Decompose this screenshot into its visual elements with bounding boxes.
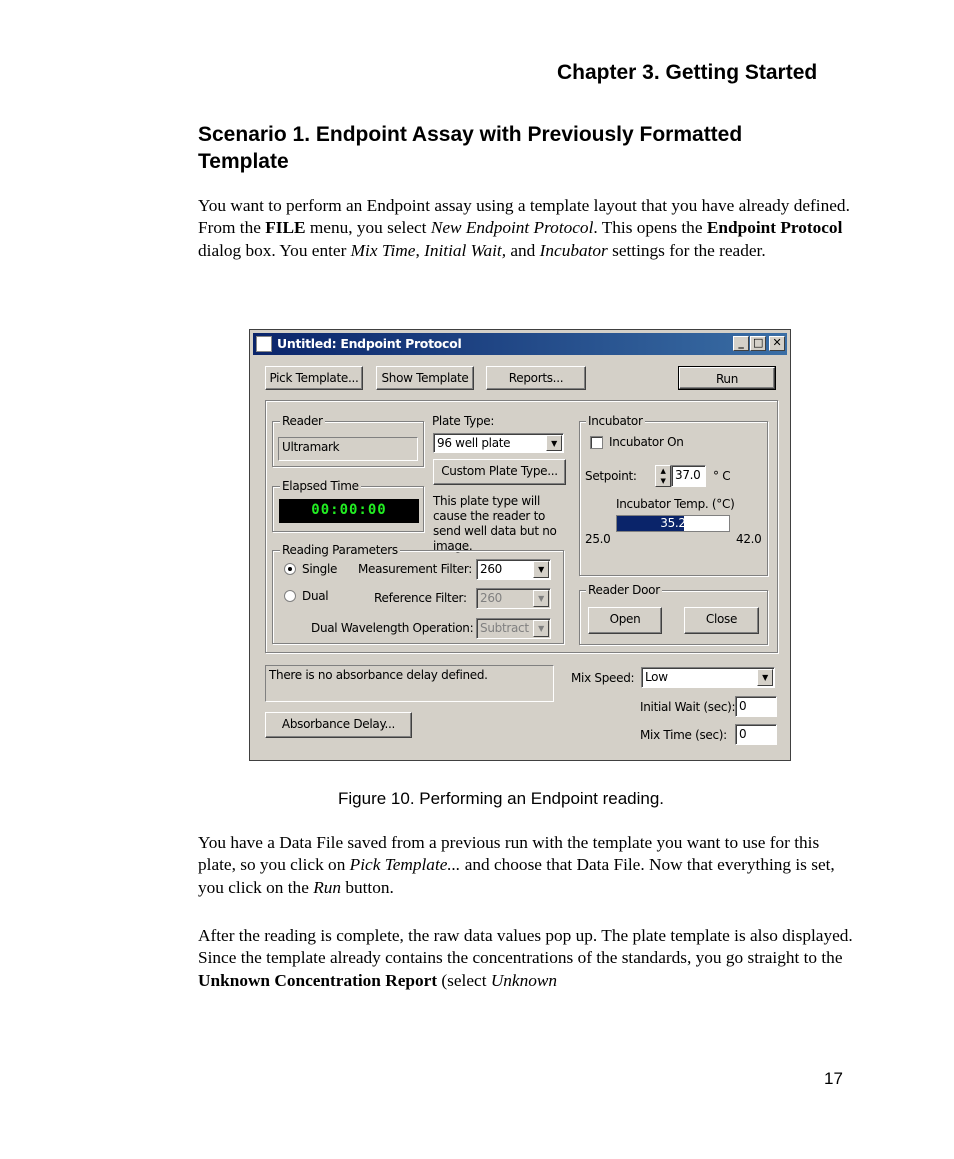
close-door-button[interactable]: Close bbox=[684, 607, 759, 634]
chevron-down-icon: ▼ bbox=[533, 620, 549, 637]
measurement-filter-select[interactable]: 260 ▼ bbox=[476, 559, 551, 580]
reading-parameters-label: Reading Parameters bbox=[282, 543, 398, 557]
dialog-titlebar bbox=[253, 333, 787, 355]
pick-template-button[interactable]: Pick Template... bbox=[265, 366, 363, 390]
reader-door-label: Reader Door bbox=[588, 583, 660, 597]
single-label: Single bbox=[302, 562, 338, 576]
measurement-filter-label: Measurement Filter: bbox=[358, 562, 473, 576]
reader-value: Ultramark bbox=[278, 437, 418, 461]
paragraph-intro: You want to perform an Endpoint assay using a template layout that you have already defined. From the FILE menu, you select New Endpoint Protocol. This opens the Endpoint Protocol dialog box. You enter Mix Time, Initial Wait, and Incubator settings for the reader. bbox=[198, 196, 850, 260]
chevron-down-icon: ▼ bbox=[533, 561, 549, 578]
initial-wait-label: Initial Wait (sec): bbox=[640, 700, 736, 714]
chevron-down-icon: ▼ bbox=[546, 435, 562, 451]
reference-filter-label: Reference Filter: bbox=[374, 591, 467, 605]
figure-caption: Figure 10. Performing an Endpoint reading. bbox=[338, 789, 665, 808]
plate-type-select[interactable]: 96 well plate ▼ bbox=[433, 433, 564, 453]
single-radio[interactable] bbox=[284, 563, 296, 575]
dual-wavelength-label: Dual Wavelength Operation: bbox=[311, 621, 474, 635]
reference-filter-select[interactable]: 260 ▼ bbox=[476, 588, 551, 609]
incubator-on-checkbox[interactable] bbox=[590, 436, 603, 449]
incubator-temp-min: 25.0 bbox=[585, 532, 611, 546]
chevron-down-icon: ▼ bbox=[757, 669, 773, 686]
absorbance-delay-status: There is no absorbance delay defined. bbox=[265, 665, 554, 702]
incubator-temp-label: Incubator Temp. (°C) bbox=[616, 497, 735, 511]
elapsed-label: Elapsed Time bbox=[282, 479, 359, 493]
mix-time-label: Mix Time (sec): bbox=[640, 728, 727, 742]
absorbance-delay-button[interactable]: Absorbance Delay... bbox=[265, 712, 412, 738]
show-template-button[interactable]: Show Template bbox=[376, 366, 474, 390]
incubator-label: Incubator bbox=[588, 414, 643, 428]
window-app-icon bbox=[256, 336, 272, 352]
endpoint-protocol-dialog bbox=[249, 329, 791, 761]
incubator-temp-max: 42.0 bbox=[736, 532, 762, 546]
custom-plate-type-button[interactable]: Custom Plate Type... bbox=[433, 459, 566, 485]
elapsed-timer: 00:00:00 bbox=[279, 499, 419, 523]
dialog-title: Untitled: Endpoint Protocol bbox=[277, 336, 462, 351]
dual-radio[interactable] bbox=[284, 590, 296, 602]
maximize-icon[interactable]: □ bbox=[750, 336, 766, 351]
incubator-temp-value: 35.2 bbox=[660, 516, 686, 530]
plate-type-label: Plate Type: bbox=[432, 414, 495, 428]
dual-wavelength-select[interactable]: Subtract ▼ bbox=[476, 618, 551, 639]
open-door-button[interactable]: Open bbox=[588, 607, 662, 634]
minimize-icon[interactable]: _ bbox=[733, 336, 749, 351]
paragraph-after-reading: After the reading is complete, the raw data values pop up. The plate template is also displayed. Since the template already contains the concentrations of the standards, you go straight to the Unknown Concentration Report (select Unknown bbox=[198, 926, 853, 990]
section-title: Scenario 1. Endpoint Assay with Previously Formatted Template bbox=[198, 123, 743, 173]
incubator-on-label: Incubator On bbox=[609, 435, 684, 449]
close-icon[interactable]: ✕ bbox=[769, 336, 785, 351]
reports-button[interactable]: Reports... bbox=[486, 366, 586, 390]
run-button[interactable]: Run bbox=[679, 367, 775, 389]
setpoint-input[interactable]: 37.0 bbox=[671, 465, 706, 487]
plate-type-note: This plate type will cause the reader to send well data but no image. bbox=[433, 494, 557, 553]
paragraph-pick-template: You have a Data File saved from a previous run with the template you want to use for this plate, so you click on Pick Template... and choose that Data File. Now that everything is set, you click on the Run button. bbox=[198, 833, 835, 897]
dual-label: Dual bbox=[302, 589, 329, 603]
mix-time-input[interactable]: 0 bbox=[735, 724, 777, 745]
incubator-temp-bar bbox=[616, 515, 730, 532]
setpoint-unit: ° C bbox=[713, 469, 731, 483]
page-number: 17 bbox=[824, 1069, 843, 1088]
chevron-down-icon: ▼ bbox=[533, 590, 549, 607]
setpoint-label: Setpoint: bbox=[585, 469, 637, 483]
chapter-heading: Chapter 3. Getting Started bbox=[557, 61, 818, 84]
setpoint-spin-icon[interactable]: ▲ ▼ bbox=[655, 465, 671, 487]
mix-speed-select[interactable]: Low ▼ bbox=[641, 667, 775, 688]
mix-speed-label: Mix Speed: bbox=[571, 671, 635, 685]
reader-label: Reader bbox=[282, 414, 323, 428]
initial-wait-input[interactable]: 0 bbox=[735, 696, 777, 717]
